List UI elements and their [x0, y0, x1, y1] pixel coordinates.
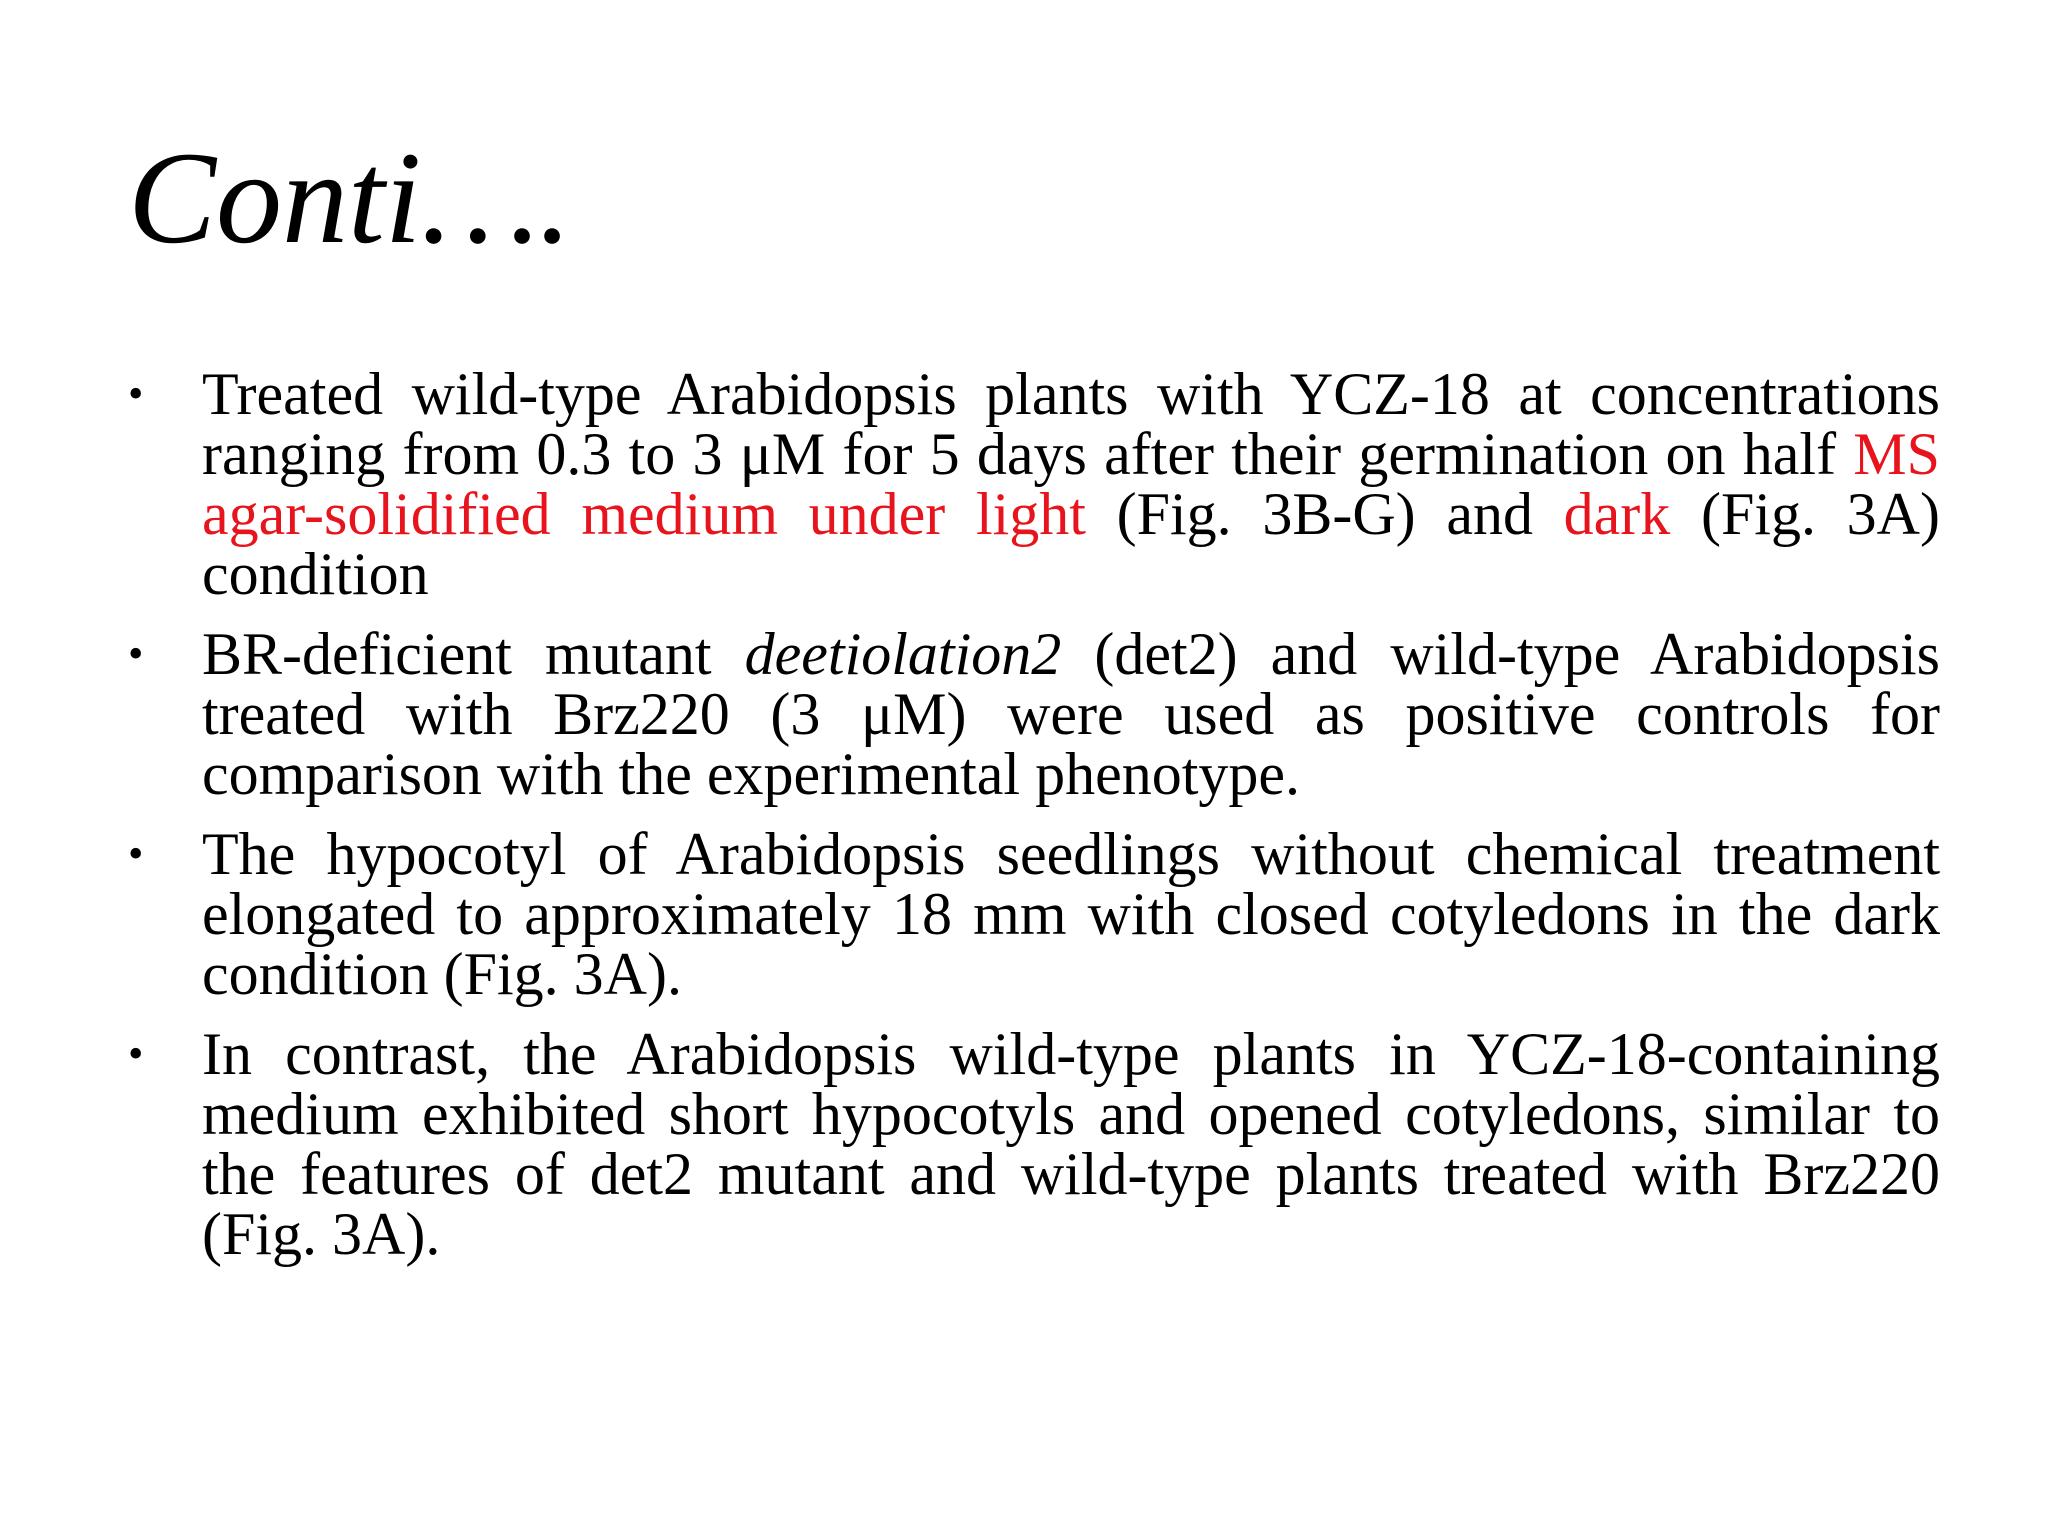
bullet-icon: •: [128, 369, 144, 418]
bullet-text: In contrast, the Arabidopsis wild-type plants in YCZ-18-containing medium exhibited short hypocotyls and opened cotyledons, similar to the features of det2 mutant and wild-type plants treated with Brz220 (Fig. 3A).: [202, 1021, 1940, 1267]
bullet-icon: •: [128, 1029, 144, 1078]
bullet-item-4: [128, 1021, 1940, 1267]
bullet-list: [128, 361, 1941, 1284]
bullet-text: Treated wild-type Arabidopsis plants with YCZ-18 at concentrations ranging from 0.3 to 3 μM for 5 days after their germination on half: [202, 361, 1940, 487]
bullet-item-2: [128, 621, 1941, 807]
bullet-icon: •: [128, 629, 144, 678]
bullet-text: (det2) and wild-type Arabidopsis treated with Brz220 (3 μM) were used as positive controls for comparison with the experimental phenotype.: [202, 621, 1941, 807]
slide-title: Conti….: [128, 124, 572, 271]
bullet-item-1: [128, 361, 1940, 607]
bullet-text: (Fig. 3B-G) and: [1085, 481, 1564, 547]
bullet-text: The hypocotyl of Arabidopsis seedlings without chemical treatment elongated to approximately 18 mm with closed cotyledons in the dark condition (Fig. 3A).: [202, 821, 1940, 1007]
highlighted-text: MS agar-solidified medium under light: [202, 421, 1940, 547]
bullet-text: (Fig. 3A) condition: [202, 481, 1940, 607]
bullet-text: BR-deficient mutant: [202, 621, 745, 687]
bullet-item-3: [128, 821, 1940, 1007]
bullet-icon: •: [128, 829, 144, 878]
italic-text: deetiolation2: [744, 621, 1062, 687]
highlighted-text: dark: [1563, 481, 1671, 547]
